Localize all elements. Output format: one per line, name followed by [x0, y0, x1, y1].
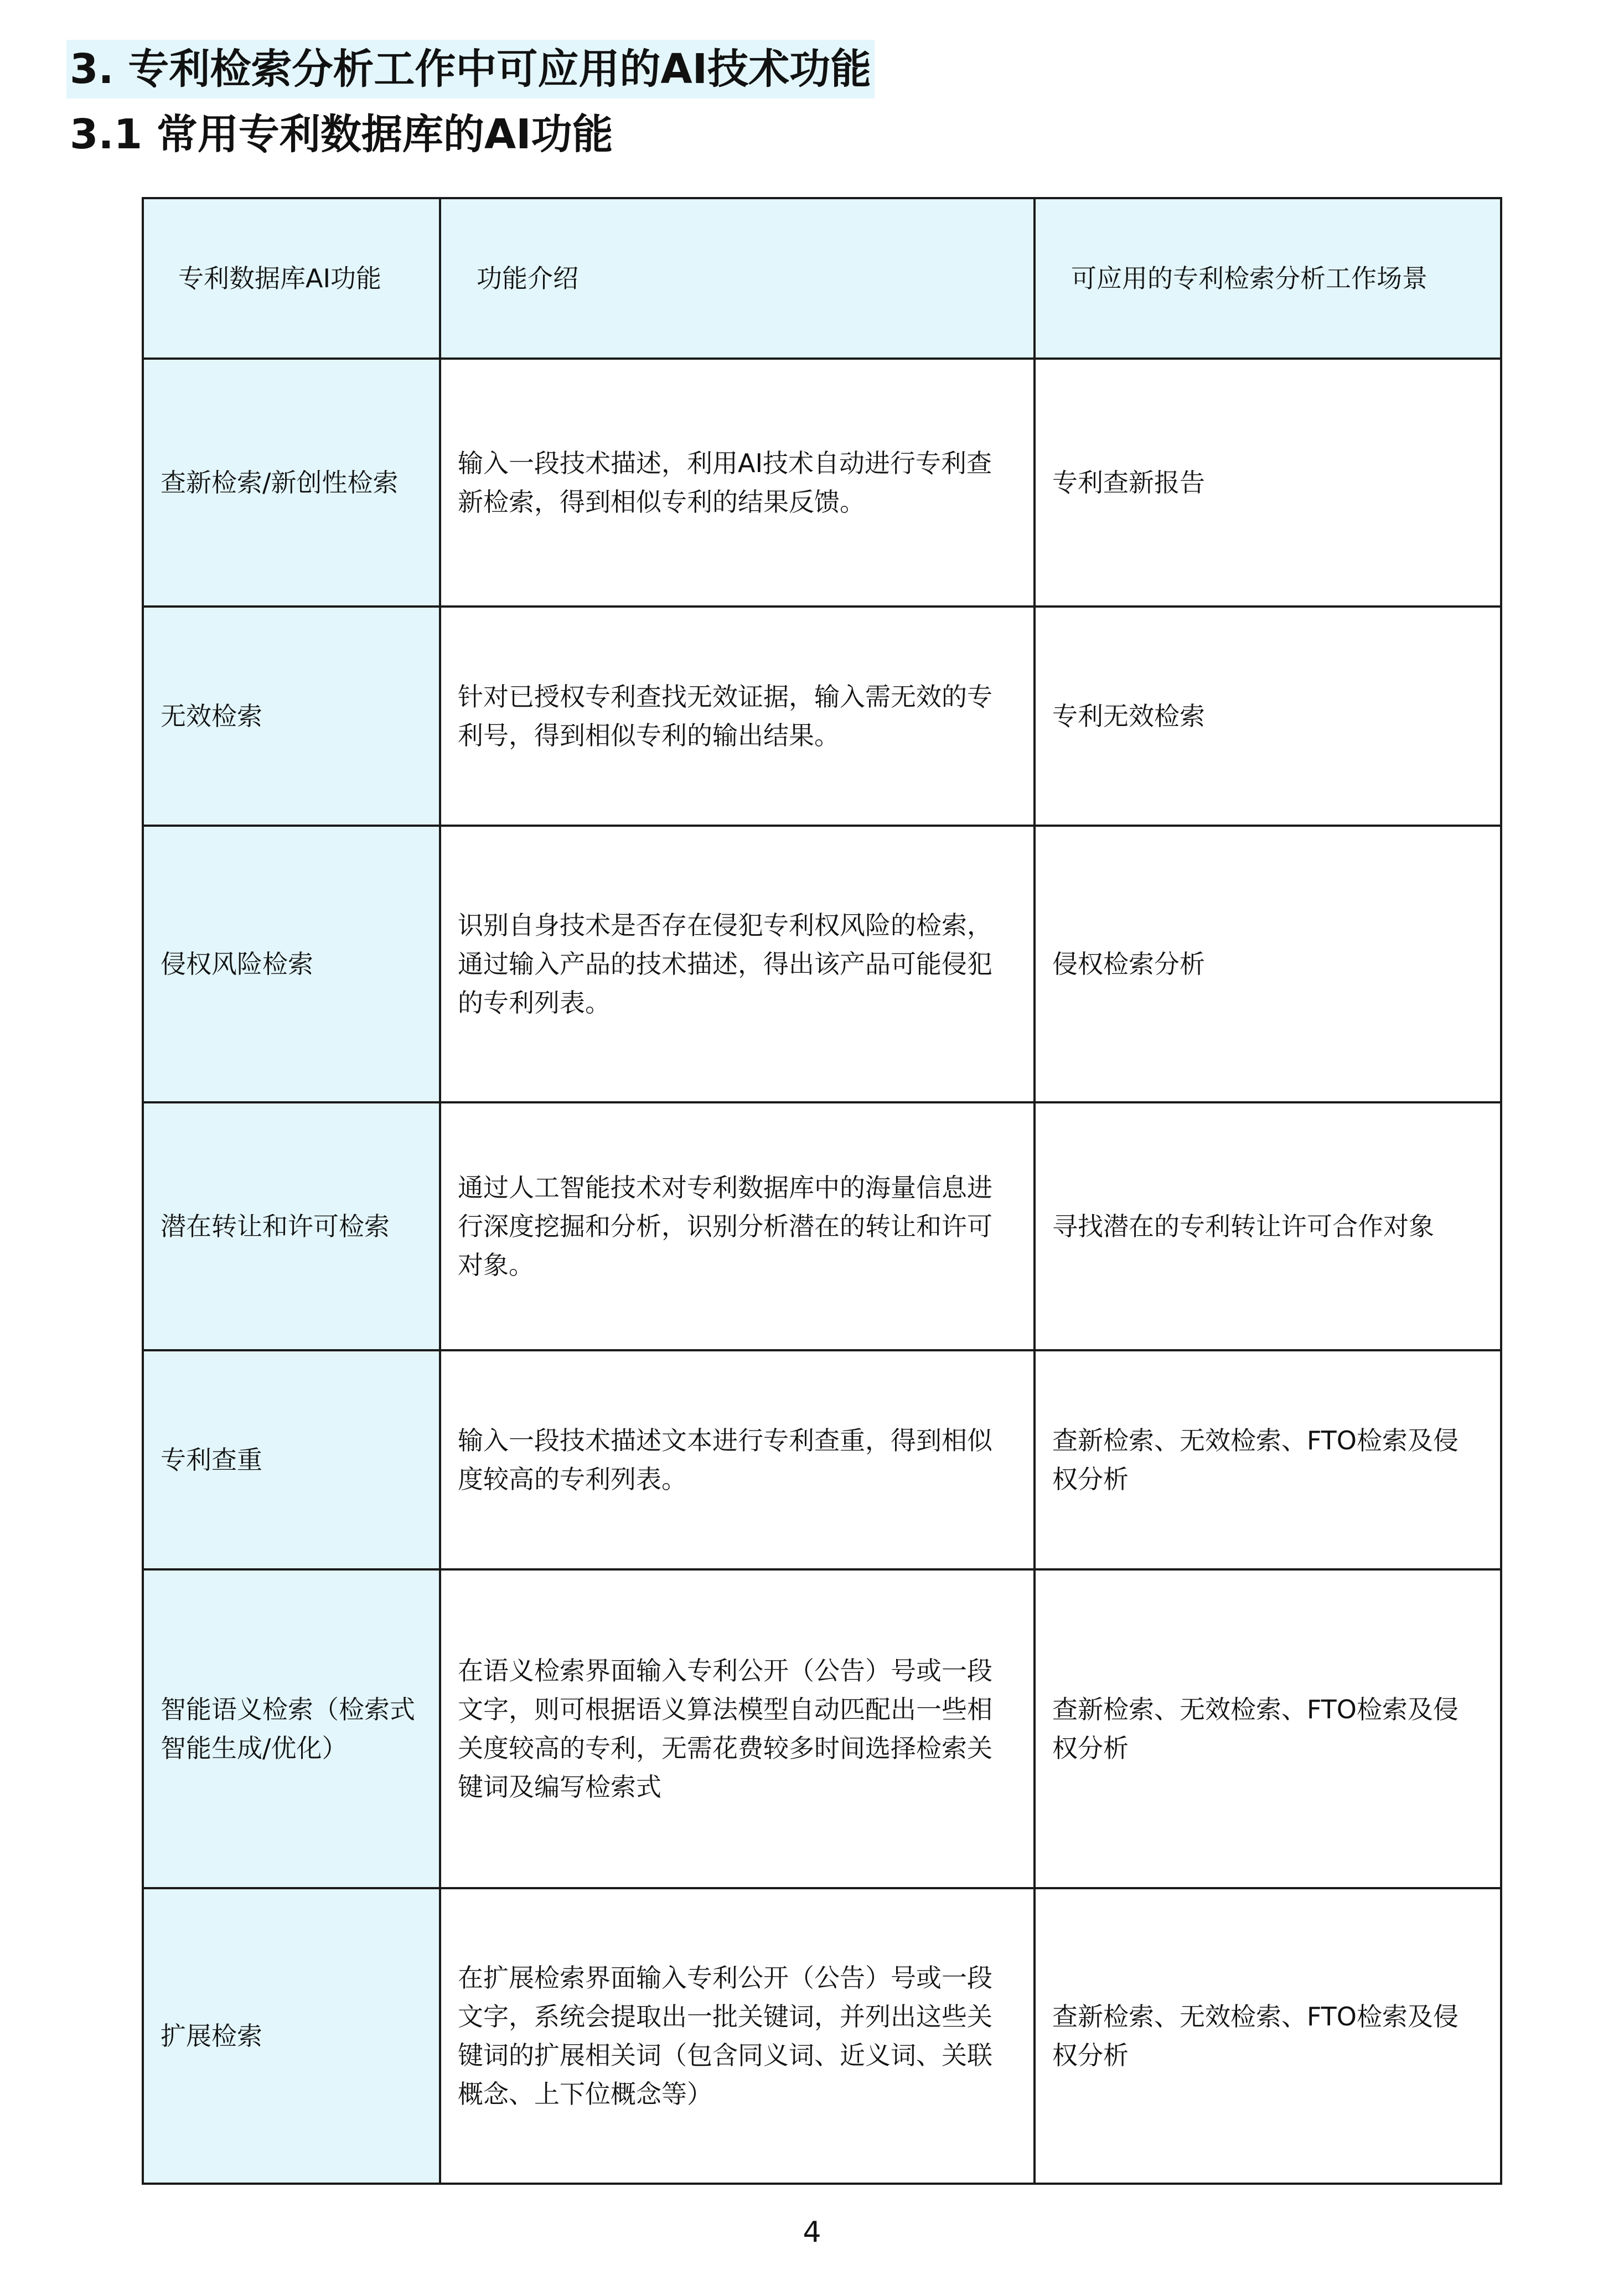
feature-description: 输入一段技术描述文本进行专利查重，得到相似度较高的专利列表。 — [440, 1350, 1035, 1569]
ai-features-table — [142, 197, 1502, 2185]
header-scenario: 可应用的专利检索分析工作场景 — [1035, 198, 1501, 359]
feature-scenario: 侵权检索分析 — [1035, 826, 1501, 1102]
feature-description: 识别自身技术是否存在侵犯专利权风险的检索，通过输入产品的技术描述，得出该产品可能侵犯的专利列表。 — [440, 826, 1035, 1102]
feature-description: 输入一段技术描述，利用AI技术自动进行专利查新检索，得到相似专利的结果反馈。 — [440, 359, 1035, 607]
header-description: 功能介绍 — [440, 198, 1035, 359]
feature-name: 无效检索 — [143, 607, 440, 826]
table-row — [143, 359, 1501, 607]
table-row — [143, 1569, 1501, 1888]
feature-name: 查新检索/新创性检索 — [143, 359, 440, 607]
table-row — [143, 1888, 1501, 2184]
feature-scenario: 寻找潜在的专利转让许可合作对象 — [1035, 1102, 1501, 1350]
feature-scenario: 专利查新报告 — [1035, 359, 1501, 607]
feature-name: 侵权风险检索 — [143, 826, 440, 1102]
table-row — [143, 1350, 1501, 1569]
feature-name: 专利查重 — [143, 1350, 440, 1569]
feature-description: 在扩展检索界面输入专利公开（公告）号或一段文字，系统会提取出一批关键词，并列出这些关键词的扩展相关词（包含同义词、近义词、关联概念、上下位概念等） — [440, 1888, 1035, 2184]
feature-name: 智能语义检索（检索式智能生成/优化） — [143, 1569, 440, 1888]
feature-scenario: 查新检索、无效检索、FTO检索及侵权分析 — [1035, 1888, 1501, 2184]
header-feature: 专利数据库AI功能 — [143, 198, 440, 359]
table-row — [143, 826, 1501, 1102]
table-row — [143, 1102, 1501, 1350]
table-row — [143, 607, 1501, 826]
feature-name: 潜在转让和许可检索 — [143, 1102, 440, 1350]
feature-scenario: 查新检索、无效检索、FTO检索及侵权分析 — [1035, 1350, 1501, 1569]
feature-scenario: 查新检索、无效检索、FTO检索及侵权分析 — [1035, 1569, 1501, 1888]
table-header-row — [143, 198, 1501, 359]
feature-description: 通过人工智能技术对专利数据库中的海量信息进行深度挖掘和分析，识别分析潜在的转让和许可对象。 — [440, 1102, 1035, 1350]
feature-description: 在语义检索界面输入专利公开（公告）号或一段文字，则可根据语义算法模型自动匹配出一些相关度较高的专利，无需花费较多时间选择检索关键词及编写检索式 — [440, 1569, 1035, 1888]
feature-scenario: 专利无效检索 — [1035, 607, 1501, 826]
feature-name: 扩展检索 — [143, 1888, 440, 2184]
page-number: 4 — [803, 2216, 821, 2249]
subsection-heading: 3.1 常用专利数据库的AI功能 — [70, 111, 613, 158]
section-heading: 3. 专利检索分析工作中可应用的AI技术功能 — [66, 40, 875, 99]
feature-description: 针对已授权专利查找无效证据，输入需无效的专利号，得到相似专利的输出结果。 — [440, 607, 1035, 826]
